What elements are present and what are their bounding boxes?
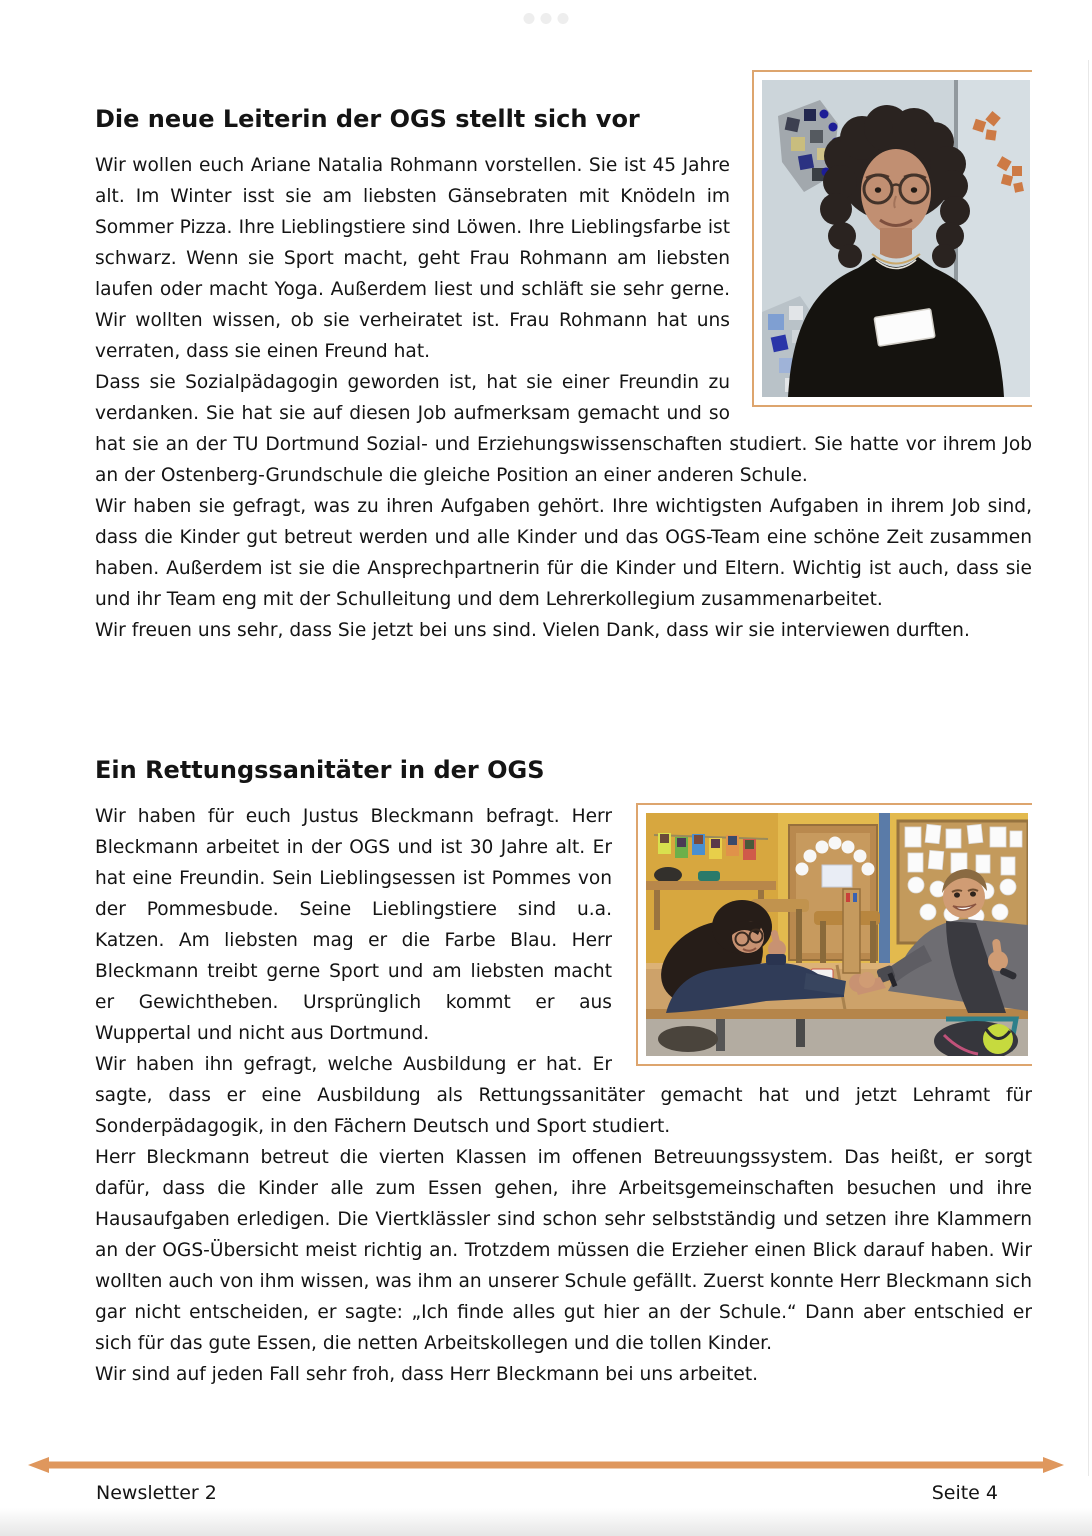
dot-icon [558, 13, 569, 24]
article1-paragraph-3: Wir haben sie gefragt, was zu ihren Aufgaben gehört. Ihre wichtigsten Aufgaben in ihrem Job sind, dass die Kinder gut betreut werden und alle Kinder und das OGS-Team eine schöne Zeit zusammen haben. Außerdem ist sie die Ansprechpartnerin für die Kinder und Eltern. Wichtig ist auch, dass sie und ihr Team eng mit der Schulleitung und dem Lehrerkollegium zusammenarbeitet. [95, 496, 1032, 610]
article-rettungssanitaeter [95, 755, 1032, 1390]
classroom-photo-illustration [646, 813, 1028, 1056]
page-content [95, 68, 1032, 1448]
dot-icon [524, 13, 535, 24]
double-headed-arrow-icon [28, 1456, 1064, 1474]
footer-divider-arrow [28, 1456, 1064, 1474]
ellipsis-dots-icon [524, 13, 569, 24]
article2-paragraph-3: Herr Bleckmann betreut die vierten Klassen im offenen Betreuungssystem. Das heißt, er sorgt dafür, dass die Kinder alle zum Essen gehen, ihre Arbeitsgemeinschaften besuchen und ihre Hausaufgaben erledigen. Die Viertklässler sind schon sehr selbstständig und setzen ihre Klammern an der OGS-Übersicht meist richtig an. Trotzdem müssen die Erzieher einen Blick darauf haben. Wir wollten auch von ihm wissen, was ihm an unserer Schule gefällt. Zuerst konnte Herr Bleckmann sich gar nicht entscheiden, er sagte: „Ich finde alles gut hier an der Schule.“ Dann aber entschied er sich für das gute Essen, die netten Arbeitskollegen und die tollen Kinder. [95, 1147, 1032, 1354]
article2-title: Ein Rettungssanitäter in der OGS [95, 756, 545, 784]
page-edge-shadow [1088, 60, 1089, 1476]
article1-title: Die neue Leiterin der OGS stellt sich vor [95, 105, 640, 133]
article-neue-leiterin [95, 68, 1032, 646]
article2-paragraph-4: Wir sind auf jeden Fall sehr froh, dass Herr Bleckmann bei uns arbeitet. [95, 1364, 759, 1385]
article1-paragraph-4: Wir freuen uns sehr, dass Sie jetzt bei uns sind. Vielen Dank, dass wir sie interviewen durften. [95, 620, 970, 641]
article1-paragraph-2: Dass sie Sozialpädagogin geworden ist, hat sie einer Freundin zu verdanken. Sie hat sie auf diesen Job aufmerksam gemacht und so hat sie an der TU Dortmund Sozial- und Erziehungswissenschaften studiert. Sie hatte vor ihrem Job an der Ostenberg-Grundschule die gleiche Position an einer anderen Schule. [95, 372, 1032, 486]
portrait-photo-illustration [762, 80, 1030, 397]
footer-newsletter-label: Newsletter 2 [96, 1482, 217, 1504]
page-footer [96, 1480, 998, 1506]
portrait-photo-frame [752, 70, 1032, 407]
footer-page-number: Seite 4 [931, 1482, 998, 1504]
article2-paragraph-2: Wir haben ihn gefragt, welche Ausbildung er hat. Er sagte, dass er eine Ausbildung als Rettungssanitäter gemacht hat und jetzt Lehramt für Sonderpädagogik, in den Fächern Deutsch und Sport studiert. [95, 1054, 1032, 1137]
article1-paragraph-1: Wir wollen euch Ariane Natalia Rohmann vorstellen. Sie ist 45 Jahre alt. Im Winter isst sie am liebsten Gänsebraten mit Knödeln im Sommer Pizza. Ihre Lieblingstiere sind Löwen. Ihre Lieblingsfarbe ist schwarz. Wenn sie Sport macht, geht Frau Rohmann am liebsten laufen oder macht Yoga. Außerdem liest und schläft sie sehr gerne. Wir wollten wissen, ob sie verheiratet ist. Frau Rohmann hat uns verraten, dass sie einen Freund hat. [95, 155, 730, 362]
classroom-photo-frame [636, 803, 1032, 1066]
dot-icon [541, 13, 552, 24]
article2-paragraph-1: Wir haben für euch Justus Bleckmann befragt. Herr Bleckmann arbeitet in der OGS und ist 30 Jahre alt. Er hat eine Freundin. Sein Lieblingsessen ist Pommes von der Pommesbude. Seine Lieblingstiere sind u.a. Katzen. Am liebsten mag er die Farbe Blau. Herr Bleckmann treibt gerne Sport und am liebsten macht er Gewichtheben. Ursprünglich kommt er aus Wuppertal und nicht aus Dortmund. [95, 806, 612, 1044]
